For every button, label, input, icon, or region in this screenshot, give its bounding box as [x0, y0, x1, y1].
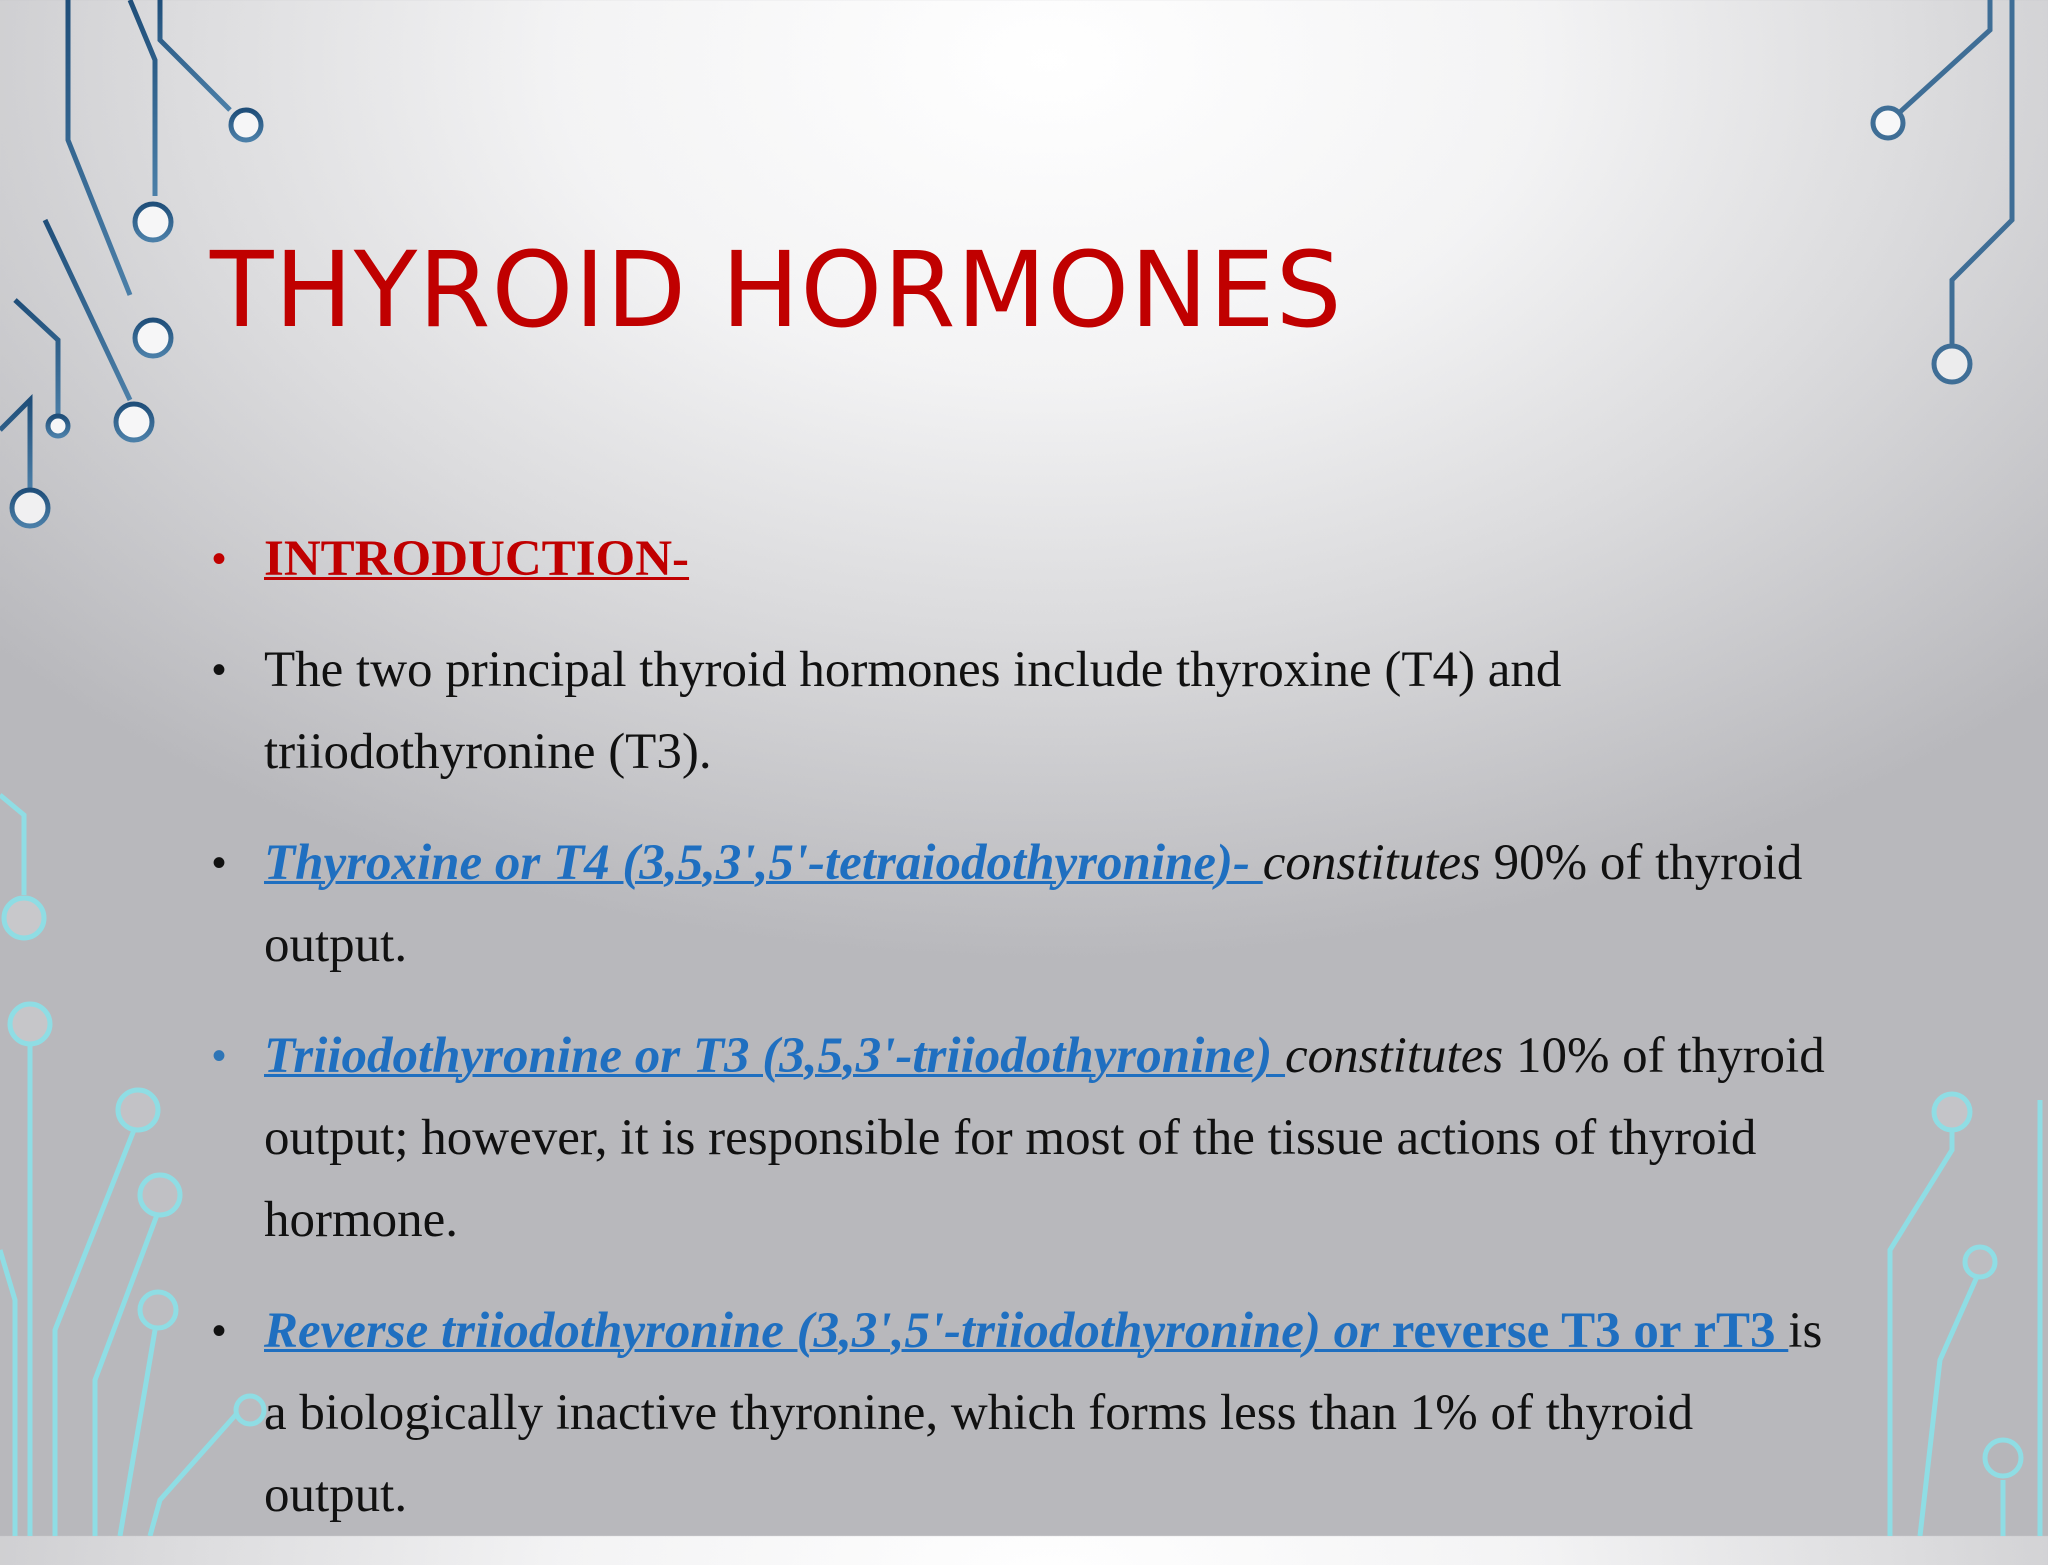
- constitutes-text: constitutes: [1262, 835, 1481, 891]
- bullet-dot-icon: •: [212, 1034, 227, 1078]
- introduction-heading: INTRODUCTION-: [264, 531, 690, 587]
- bullet-item-reverse-t3: [212, 1290, 1832, 1536]
- circuit-lines-top-right: [1873, 0, 2012, 382]
- bullet-item-triiodothyronine: [212, 1015, 1832, 1261]
- circuit-lines-bottom-right: [1890, 1094, 2040, 1536]
- slide-title: THYROID HORMONES: [210, 229, 1343, 351]
- reverse-t3-link-upright[interactable]: reverse T3 or rT3: [1378, 1303, 1789, 1359]
- bullet-dot-icon: •: [212, 841, 227, 885]
- constitutes-text: constitutes: [1285, 1028, 1504, 1084]
- bullet-text: The two principal thyroid hormones include thyroxine (T4) and triiodothyronine (T3).: [264, 642, 1562, 780]
- bullet-text: 10% of thyroid output; however, it is responsible for most of the tissue actions of thyroid hormone.: [264, 1028, 1825, 1248]
- reverse-t3-link[interactable]: Reverse triiodothyronine (3,3',5'-triiodothyronine) or: [264, 1303, 1379, 1359]
- thyroxine-link[interactable]: Thyroxine or T4 (3,5,3',5'-tetraiodothyronine)-: [264, 835, 1263, 891]
- bullet-item-principal-hormones: [212, 629, 1832, 793]
- bullet-dot-icon: •: [212, 648, 227, 692]
- bullet-dot-icon: •: [212, 1309, 227, 1353]
- bullet-item-introduction: [212, 518, 1832, 600]
- bullet-text: 90% of thyroid output.: [264, 835, 1803, 973]
- bullet-item-thyroxine: [212, 822, 1832, 986]
- bullet-dot-icon: •: [212, 537, 227, 581]
- triiodothyronine-link[interactable]: Triiodothyronine or T3 (3,5,3'-triiodothyronine): [264, 1028, 1286, 1084]
- bullet-text: is a biologically inactive thyronine, which forms less than 1% of thyroid output.: [264, 1303, 1823, 1523]
- bullet-list: [212, 518, 1832, 1565]
